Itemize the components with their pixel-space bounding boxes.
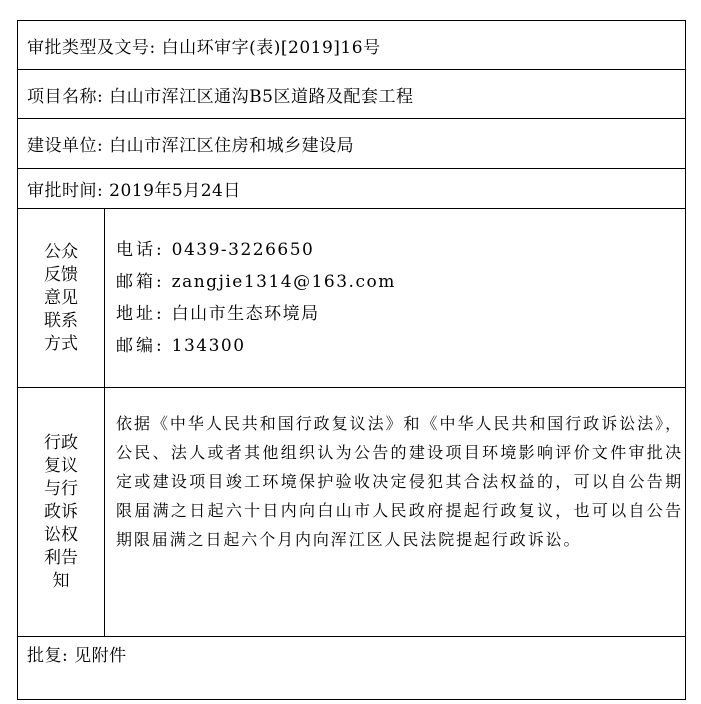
phone-line	[116, 234, 685, 266]
approval-table	[17, 20, 686, 700]
address-line	[116, 298, 685, 330]
address-value: 白山市生态环境局	[171, 304, 320, 324]
postcode-line	[116, 330, 685, 362]
approval-date-row	[18, 169, 686, 209]
approval-notice-document	[17, 20, 685, 694]
feedback-contact-row	[18, 209, 686, 388]
litigation-label-cell	[18, 388, 105, 637]
litigation-rights-row	[18, 388, 686, 637]
phone-label: 电话:	[116, 240, 165, 260]
approval-type-cell	[18, 21, 686, 70]
litigation-text: 依据《中华人民共和国行政复议法》和《中华人民共和国行政诉讼法》，公民、法人或者其他组织认为公告的建设项目环境影响评价文件审批决定或建设项目竣工环境保护验收决定侵犯其合法权益的，可以自公告期限届满之日起六十日内向白山市人民政府提起行政复议，也可以自公告期限届满之日起六个月内向浑江区人民法院提起行政诉讼。	[116, 414, 684, 549]
litigation-text-cell	[105, 388, 686, 637]
postcode-value: 134300	[171, 336, 246, 356]
approval-date-value: 2019年5月24日	[109, 181, 241, 201]
builder-label: 建设单位:	[27, 136, 104, 156]
builder-value: 白山市浑江区住房和城乡建设局	[109, 136, 355, 156]
approval-type-label: 审批类型及文号:	[27, 37, 156, 58]
project-name-row	[18, 70, 686, 119]
project-name-label: 项目名称:	[27, 86, 104, 107]
project-name-cell	[18, 70, 686, 119]
postcode-label: 邮编:	[116, 336, 165, 356]
feedback-label: 公众反馈意见联系方式	[44, 241, 78, 354]
feedback-label-cell	[18, 209, 105, 388]
reply-label: 批复:	[27, 646, 69, 666]
email-line	[116, 266, 685, 298]
approval-date-cell	[18, 169, 686, 209]
builder-row	[18, 119, 686, 169]
email-label: 邮箱:	[116, 272, 165, 292]
reply-value: 见附件	[74, 646, 127, 666]
project-name-value: 白山市浑江区通沟B5区道路及配套工程	[109, 86, 414, 107]
builder-cell	[18, 119, 686, 169]
phone-value: 0439-3226650	[171, 240, 315, 260]
approval-type-value: 白山环审字(表)[2019]16号	[161, 37, 381, 58]
reply-row	[18, 637, 686, 700]
approval-type-row	[18, 21, 686, 70]
address-label: 地址:	[116, 304, 165, 324]
reply-cell	[18, 637, 686, 700]
feedback-contact-cell	[105, 209, 686, 388]
approval-date-label: 审批时间:	[27, 181, 104, 201]
email-value: zangjie1314@163.com	[171, 272, 396, 292]
litigation-label: 行政复议与行政诉讼权利告知	[44, 432, 78, 591]
